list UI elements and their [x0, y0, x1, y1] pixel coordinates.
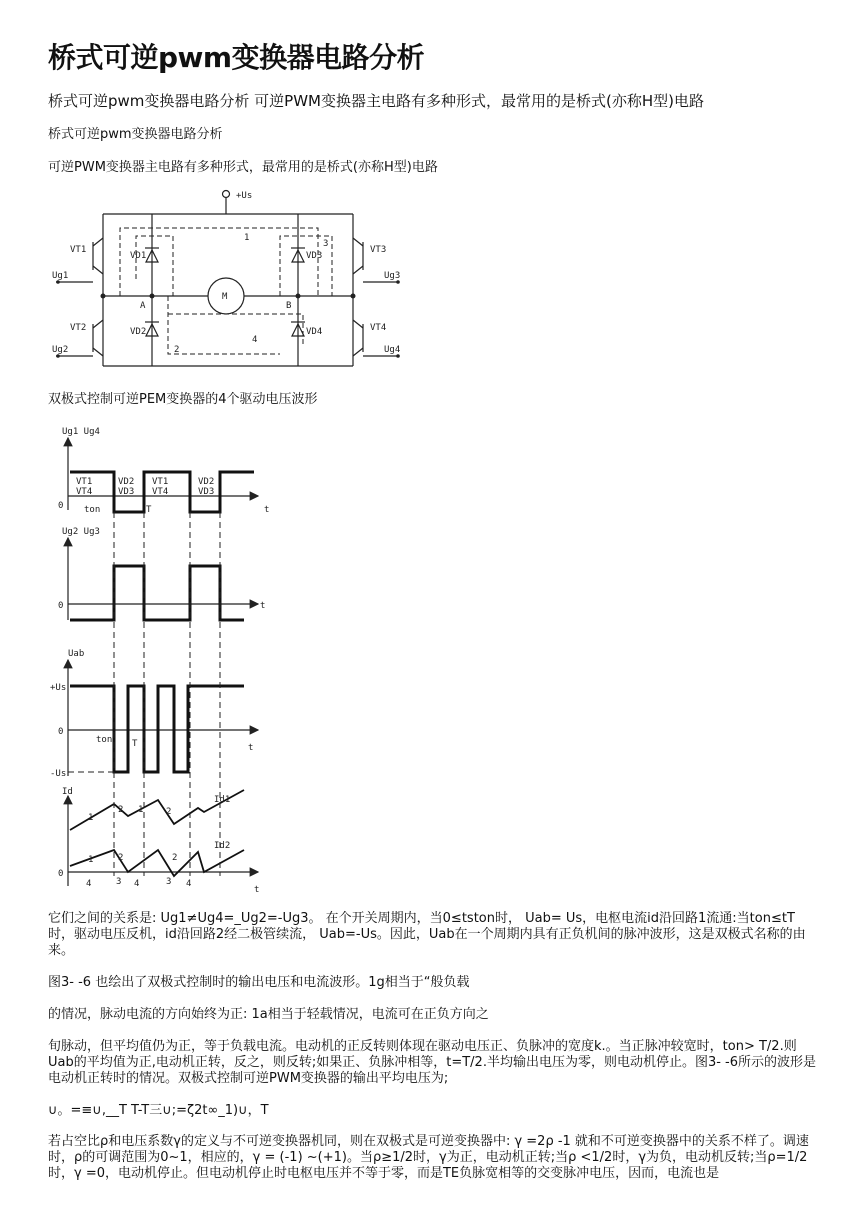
vd2-label: VD2 — [130, 327, 147, 337]
seg-4c: 4 — [186, 879, 192, 889]
t-label-4: t — [254, 885, 260, 895]
path-4-label: 4 — [252, 335, 258, 345]
uab-axis-label: Uab — [68, 649, 85, 659]
seg-3b: 3 — [166, 877, 172, 887]
figure-desc-paragraph: 图3- -6 也绘出了双极式控制时的输出电压和电流波形。1g相当于“般负载 — [48, 975, 470, 990]
motor-label: M — [222, 292, 228, 302]
seg-2d: 2 — [172, 853, 178, 863]
formula-line: ∪。=≡∪,__T T-T三∪;=ζ2t∞_1)∪，T — [48, 1103, 269, 1118]
wf-vt4b-label: VT4 — [152, 487, 169, 497]
period-label-2: T — [132, 739, 138, 749]
vt2-label: VT2 — [70, 323, 87, 333]
zero-label-2: 0 — [58, 601, 64, 611]
seg-1c: 1 — [88, 855, 94, 865]
plus-us-label: +Us — [50, 683, 67, 693]
vd1-label: VD1 — [130, 251, 147, 261]
seg-4b: 4 — [134, 879, 140, 889]
path-3-label: 3 — [323, 239, 329, 249]
waveform-caption: 双极式控制可逆PEM变换器的4个驱动电压波形 — [48, 392, 318, 407]
wf-vd3-label: VD3 — [118, 487, 135, 497]
lead-paragraph: 桥式可逆pwm变换器电路分析 可逆PWM变换器主电路有多种形式，最常用的是桥式(亦称H型)电路 — [48, 92, 704, 110]
zero-label-3: 0 — [58, 727, 64, 737]
ton-label: ton — [84, 505, 101, 515]
seg-2c: 2 — [118, 853, 124, 863]
supply-label: +Us — [236, 191, 253, 201]
period-label: T — [146, 505, 152, 515]
waveform-diagram — [48, 420, 308, 898]
wf-vt1b-label: VT1 — [152, 477, 169, 487]
path-2-label: 2 — [174, 345, 180, 355]
page-title: 桥式可逆pwm变换器电路分析 — [48, 41, 425, 74]
h-bridge-circuit-diagram — [48, 184, 408, 380]
duty-ratio-paragraph: 若占空比ρ和电压系数γ的定义与不可逆变换器机同，则在双极式是可逆变换器中: γ =2ρ -1 就和不可逆变换器中的关系不样了。调速时，ρ的可调范围为0~1，相应的，γ = (-1) ~(+1)。当ρ≥1/2时，γ为正，电动机正转;当ρ <1/2时，γ为负，电动机反转;当ρ=1/2时，γ =0，电动机停止。但电动机停止时电枢电压并不等于零，而是TE负脉宽相等的交变脉冲电压，因而，电流也是 — [48, 1134, 809, 1181]
ug2-label: Ug2 — [52, 345, 69, 355]
wf-vt4-label: VT4 — [76, 487, 93, 497]
minus-us-label: -Us — [50, 769, 67, 779]
wf-vt1-label: VT1 — [76, 477, 93, 487]
zero-label-1: 0 — [58, 501, 64, 511]
t-label-1: t — [264, 505, 270, 515]
id1-label: Id1 — [214, 795, 231, 805]
t-label-3: t — [248, 743, 254, 753]
id2-label: Id2 — [214, 841, 231, 851]
node-b-label: B — [286, 301, 292, 311]
node-a-label: A — [140, 301, 146, 311]
wf-vd3b-label: VD3 — [198, 487, 215, 497]
path-1-label: 1 — [244, 233, 250, 243]
vt1-label: VT1 — [70, 245, 87, 255]
seg-4a: 4 — [86, 879, 92, 889]
vd4-label: VD4 — [306, 327, 323, 337]
t-label-2: t — [260, 601, 266, 611]
ug14-axis-label: Ug1 Ug4 — [62, 427, 100, 437]
ug23-axis-label: Ug2 Ug3 — [62, 527, 100, 537]
seg-1a: 1 — [88, 813, 94, 823]
motor-direction-paragraph: 旬脉动，但平均值仍为正，等于负载电流。电动机的正反转则体现在驱动电压正、负脉冲的宽度k.。当正脉冲较宽时，ton> T/2.则Uab的平均值为正,电动机正转，反之，则反转;如果正、负脉冲相等，t=T/2.半均输出电压为零，则电动机停止。图3- -6所示的波形是电动机正转时的情况。双极式控制可逆PWM变换器的输出平均电压为; — [48, 1039, 817, 1086]
seg-2a: 2 — [118, 805, 124, 815]
seg-2b: 2 — [166, 807, 172, 817]
relationship-paragraph: 它们之间的关系是: Ug1≠Ug4=_Ug2=-Ug3。 在个开关周期内，当0≤tston时， Uab= Us，电枢电流id沿回路1流通:当ton≤tT时，驱动电压反机，id沿回路2经二极管续流， Uab=-Us。因此，Uab在一个周期内具有正负机间的脉冲波形，这是双极式名称的由来。 — [48, 911, 806, 958]
id-axis-label: Id — [62, 787, 73, 797]
ug4-label: Ug4 — [384, 345, 401, 355]
vt3-label: VT3 — [370, 245, 387, 255]
wf-vd2b-label: VD2 — [198, 477, 215, 487]
ug1-label: Ug1 — [52, 271, 69, 281]
seg-1b: 1 — [138, 805, 144, 815]
seg-3a: 3 — [116, 877, 122, 887]
vt4-label: VT4 — [370, 323, 387, 333]
intro-paragraph: 可逆PWM变换器主电路有多种形式，最常用的是桥式(亦称H型)电路 — [48, 160, 438, 175]
zero-label-4: 0 — [58, 869, 64, 879]
subtitle-paragraph: 桥式可逆pwm变换器电路分析 — [48, 127, 223, 142]
vd3-label: VD3 — [306, 251, 323, 261]
ton-label-2: ton — [96, 735, 113, 745]
load-case-paragraph: 的情况，脉动电流的方向始终为正: 1a相当于轻载情况，电流可在正负方向之 — [48, 1007, 489, 1022]
ug3-label: Ug3 — [384, 271, 401, 281]
wf-vd2-label: VD2 — [118, 477, 135, 487]
